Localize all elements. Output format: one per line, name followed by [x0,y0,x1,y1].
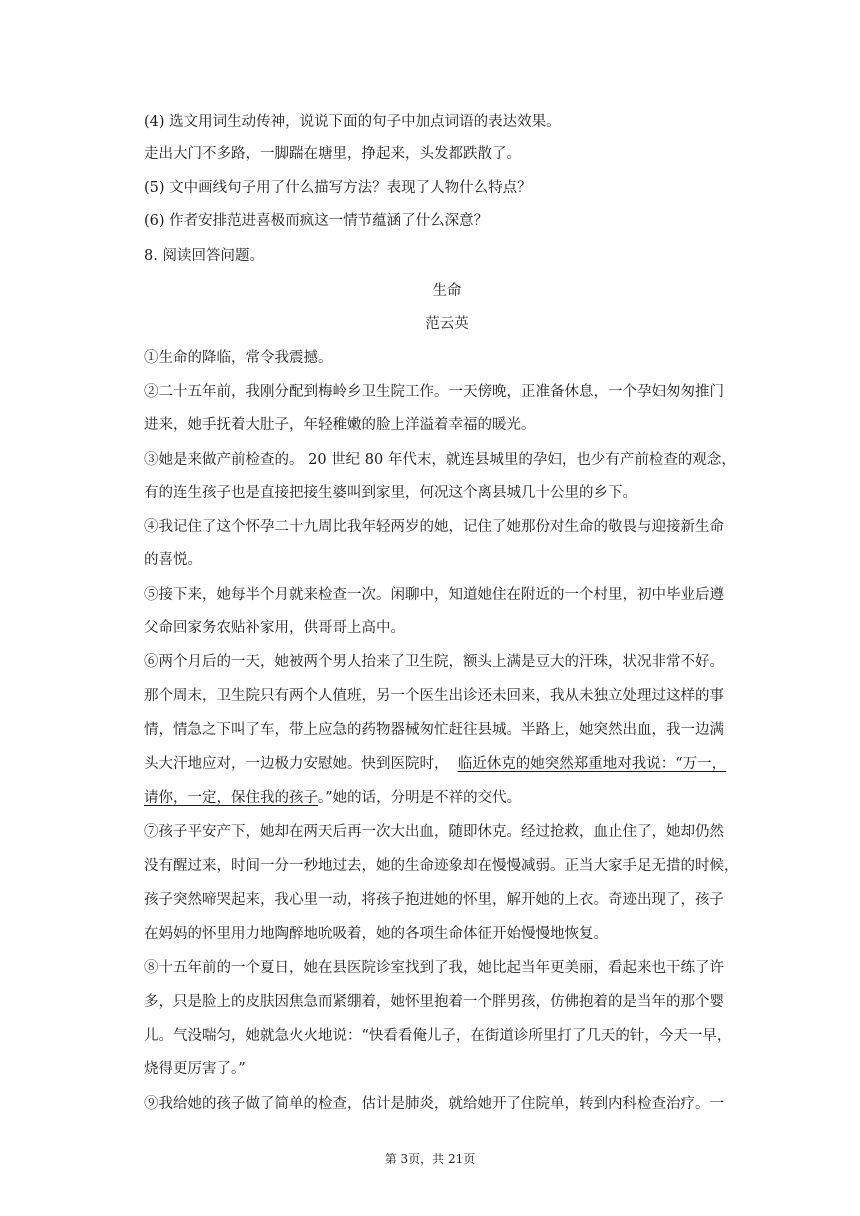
question-4-sentence [144,144,750,164]
paragraph-line: 儿。气没喘匀，她就急火火地说：“快看看俺儿子，在街道诊所里打了几天的针，今天一早， [144,1028,732,1044]
question-5: (5) 文中画线句子用了什么描写方法？表现了人物什么特点？ [144,180,532,196]
paragraph-line: ⑨我给她的孩子做了简单的检查，估计是肺炎，就给她开了住院单，转到内科检查治疗。一 [144,1096,724,1112]
underlined-sentence: 请你，一定，保住我的孩子 [144,790,318,806]
paragraph-line [144,788,750,808]
question-8: 8. 阅读回答问题。 [144,248,264,264]
paragraph-line: 在妈妈的怀里用力地陶醉地吮吸着，她的各项生命体征开始慢慢地恢复。 [144,926,608,942]
paragraph-line: 有的连生孩子也是直接把接生婆叫到家里，何况这个离县城几十公里的乡下。 [144,485,637,501]
paragraph-line: ③她是来做产前检查的。 20 世纪 80 年代末，就连县城里的孕妇，也少有产前检查的观念， [144,452,736,468]
paragraph-line: ⑧十五年前的一个夏日，她在县医院诊室找到了我，她比起当年更美丽，看起来也干练了许 [144,960,724,976]
plain-text: 头大汗地应对，一边极力安慰她。快到医院时， [144,756,458,772]
paragraph-line: 情，情急之下叫了车，带上应急的药物器械匆忙赶往县城。半路上，她突然出血，我一边满 [144,722,724,738]
question-6: (6) 作者安排范进喜极而疯这一情节蕴涵了什么深意？ [144,213,489,229]
paragraph-line: 进来，她手抚着大肚子，年轻稚嫩的脸上洋溢着幸福的暖光。 [144,417,536,433]
page-number-footer: 第 3页，共 21页 [384,1152,476,1166]
emphasis-dot-word: 散 [477,146,492,162]
emphasis-dot-word: 踹 [289,146,304,162]
underlined-sentence: 临近休克的她突然郑重地对我说：“万一， [457,756,727,772]
sentence-part: 了。 [492,146,521,162]
sentence-part: 在塘里， [303,146,362,162]
paragraph-line: 多，只是脸上的皮肤因焦急而紧绷着，她怀里抱着一个胖男孩，仿佛抱着的是当年的那个婴 [144,994,724,1010]
paragraph-line [144,754,750,774]
paragraph-line: 烧得更厉害了。” [144,1061,246,1077]
paragraph-line: ①生命的降临，常令我震撼。 [144,350,333,366]
paragraph-line: ⑥两个月后的一天，她被两个男人抬来了卫生院，额头上满是豆大的汗珠，状况非常不好。 [144,654,724,670]
sentence-part: 起来，头发都 [376,146,463,162]
paragraph-line: ⑦孩子平安产下，她却在两天后再一次大出血，随即休克。经过抢救，血止住了，她却仍然 [144,824,724,840]
paragraph-line: ⑤接下来，她每半个月就来检查一次。闲聊中，知道她住在附近的一个村里，初中毕业后遵 [144,587,724,603]
emphasis-dot-word: 跌 [463,146,478,162]
article-author: 范云英 [425,316,469,332]
paragraph-line: ④我记住了这个怀孕二十九周比我年轻两岁的她，记住了她那份对生命的敬畏与迎接新生命 [144,519,724,535]
article-title: 生命 [432,283,462,299]
paragraph-line: ②二十五年前，我刚分配到梅岭乡卫生院工作。一天傍晚，正准备休息，一个孕妇匆匆推门 [144,384,724,400]
sentence-part: 走出大门不多路，一脚 [144,146,289,162]
paragraph-line: 孩子突然啼哭起来，我心里一动，将孩子抱进她的怀里，解开她的上衣。奇迹出现了，孩子 [144,892,724,908]
paragraph-line: 没有醒过来，时间一分一秒地过去，她的生命迹象却在慢慢减弱。正当大家手足无措的时候， [144,858,739,874]
question-4: (4) 选文用词生动传神，说说下面的句子中加点词语的表达效果。 [144,114,561,130]
paragraph-line: 那个周末，卫生院只有两个人值班，另一个医生出诊还未回来，我从未独立处理过这样的事 [144,688,724,704]
paragraph-line: 的喜悦。 [144,552,202,568]
emphasis-dot-word: 挣 [361,146,376,162]
paragraph-line: 父命回家务农贴补家用，供哥哥上高中。 [144,620,405,636]
plain-text: 。”她的话，分明是不祥的交代。 [318,790,522,806]
